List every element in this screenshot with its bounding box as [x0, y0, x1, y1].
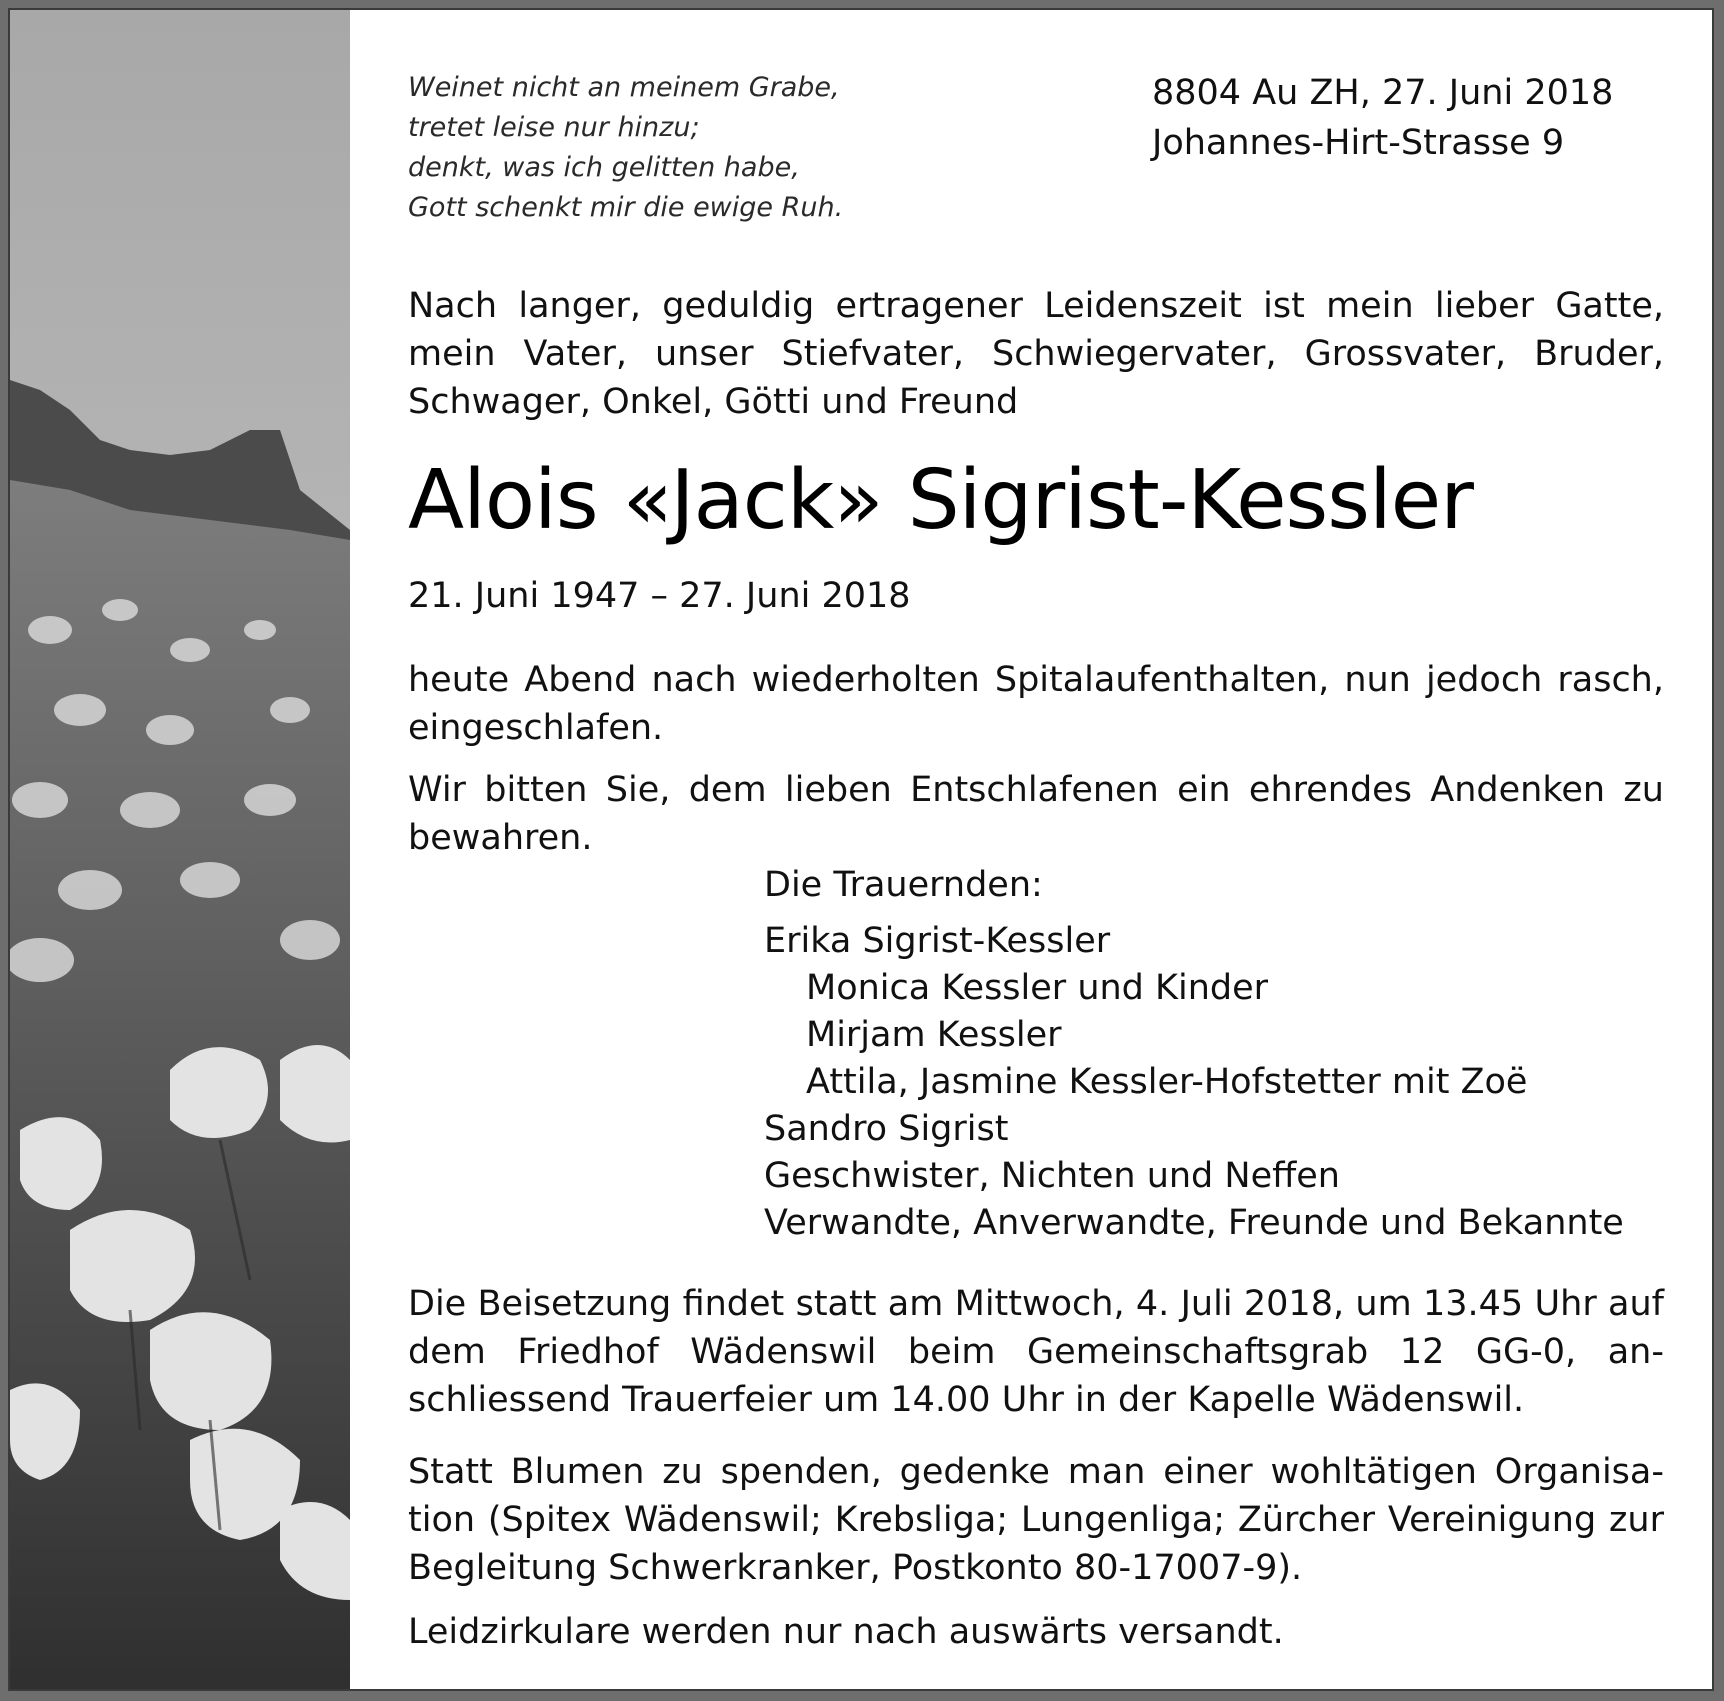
- mourner-entry: Mirjam Kessler: [806, 1015, 1062, 1055]
- passing-paragraph: heute Abend nach wiederholten Spitalaufenthalten, nun jedoch rasch, eingeschlafen.: [408, 660, 1664, 748]
- mourners-heading: Die Trauernden:: [764, 865, 1043, 905]
- mourner-entry: Geschwister, Nichten und Neffen: [764, 1156, 1340, 1196]
- poppy-meadow-photo: [10, 10, 350, 1689]
- place-date: 8804 Au ZH, 27. Juni 2018: [1152, 73, 1614, 113]
- burial-paragraph: Die Beisetzung findet statt am Mittwoch, 4. Juli 2018, um 13.45 Uhr auf dem Friedhof Wädenswil beim Gemeinschaftsgrab 12 GG-0, anschliessend Trauerfeier um 14.00 Uhr in der Kapelle Wädenswil.: [408, 1284, 1664, 1420]
- place-date-address: [1152, 68, 1672, 168]
- landscape-illustration: [10, 10, 350, 1689]
- mourner-entry: Monica Kessler und Kinder: [806, 968, 1269, 1008]
- mourners-list: [764, 862, 1664, 1247]
- obituary-card: [8, 8, 1714, 1691]
- obituary-text: [408, 10, 1668, 1689]
- verse-line: Weinet nicht an meinem Grabe,: [408, 72, 840, 103]
- verse-line: denkt, was ich gelitten habe,: [408, 152, 800, 183]
- deceased-name: Alois «Jack» Sigrist-Kessler: [408, 453, 1473, 548]
- verse-line: tretet leise nur hinzu;: [408, 112, 700, 143]
- poem-verse: [408, 68, 928, 228]
- donation-paragraph: Statt Blumen zu spenden, gedenke man einer wohltätigen Organisation (Spitex Wädenswil; Krebsliga; Lungenliga; Zürcher Vereinigung zur Begleitung Schwerkranker, Postkonto 80-17007-9).: [408, 1452, 1664, 1588]
- mourner-entry: Verwandte, Anverwandte, Freunde und Bekannte: [764, 1203, 1624, 1243]
- intro-paragraph: Nach langer, geduldig ertragener Leidenszeit ist mein lieber Gatte, mein Vater, unser Stiefvater, Schwiegervater, Grossvater, Bruder, Schwager, Onkel, Götti und Freund: [408, 286, 1664, 422]
- street-address: Johannes-Hirt-Strasse 9: [1152, 123, 1565, 163]
- remembrance-paragraph: Wir bitten Sie, dem lieben Entschlafenen ein ehrendes Andenken zu bewahren.: [408, 770, 1664, 858]
- circular-note: Leidzirkulare werden nur nach auswärts versandt.: [408, 1612, 1284, 1652]
- mourner-entry: Erika Sigrist-Kessler: [764, 921, 1111, 961]
- verse-line: Gott schenkt mir die ewige Ruh.: [408, 192, 844, 223]
- life-dates: 21. Juni 1947 – 27. Juni 2018: [408, 576, 911, 616]
- mourner-entry: Attila, Jasmine Kessler-Hofstetter mit Zoë: [806, 1062, 1528, 1102]
- mourner-entry: Sandro Sigrist: [764, 1109, 1009, 1149]
